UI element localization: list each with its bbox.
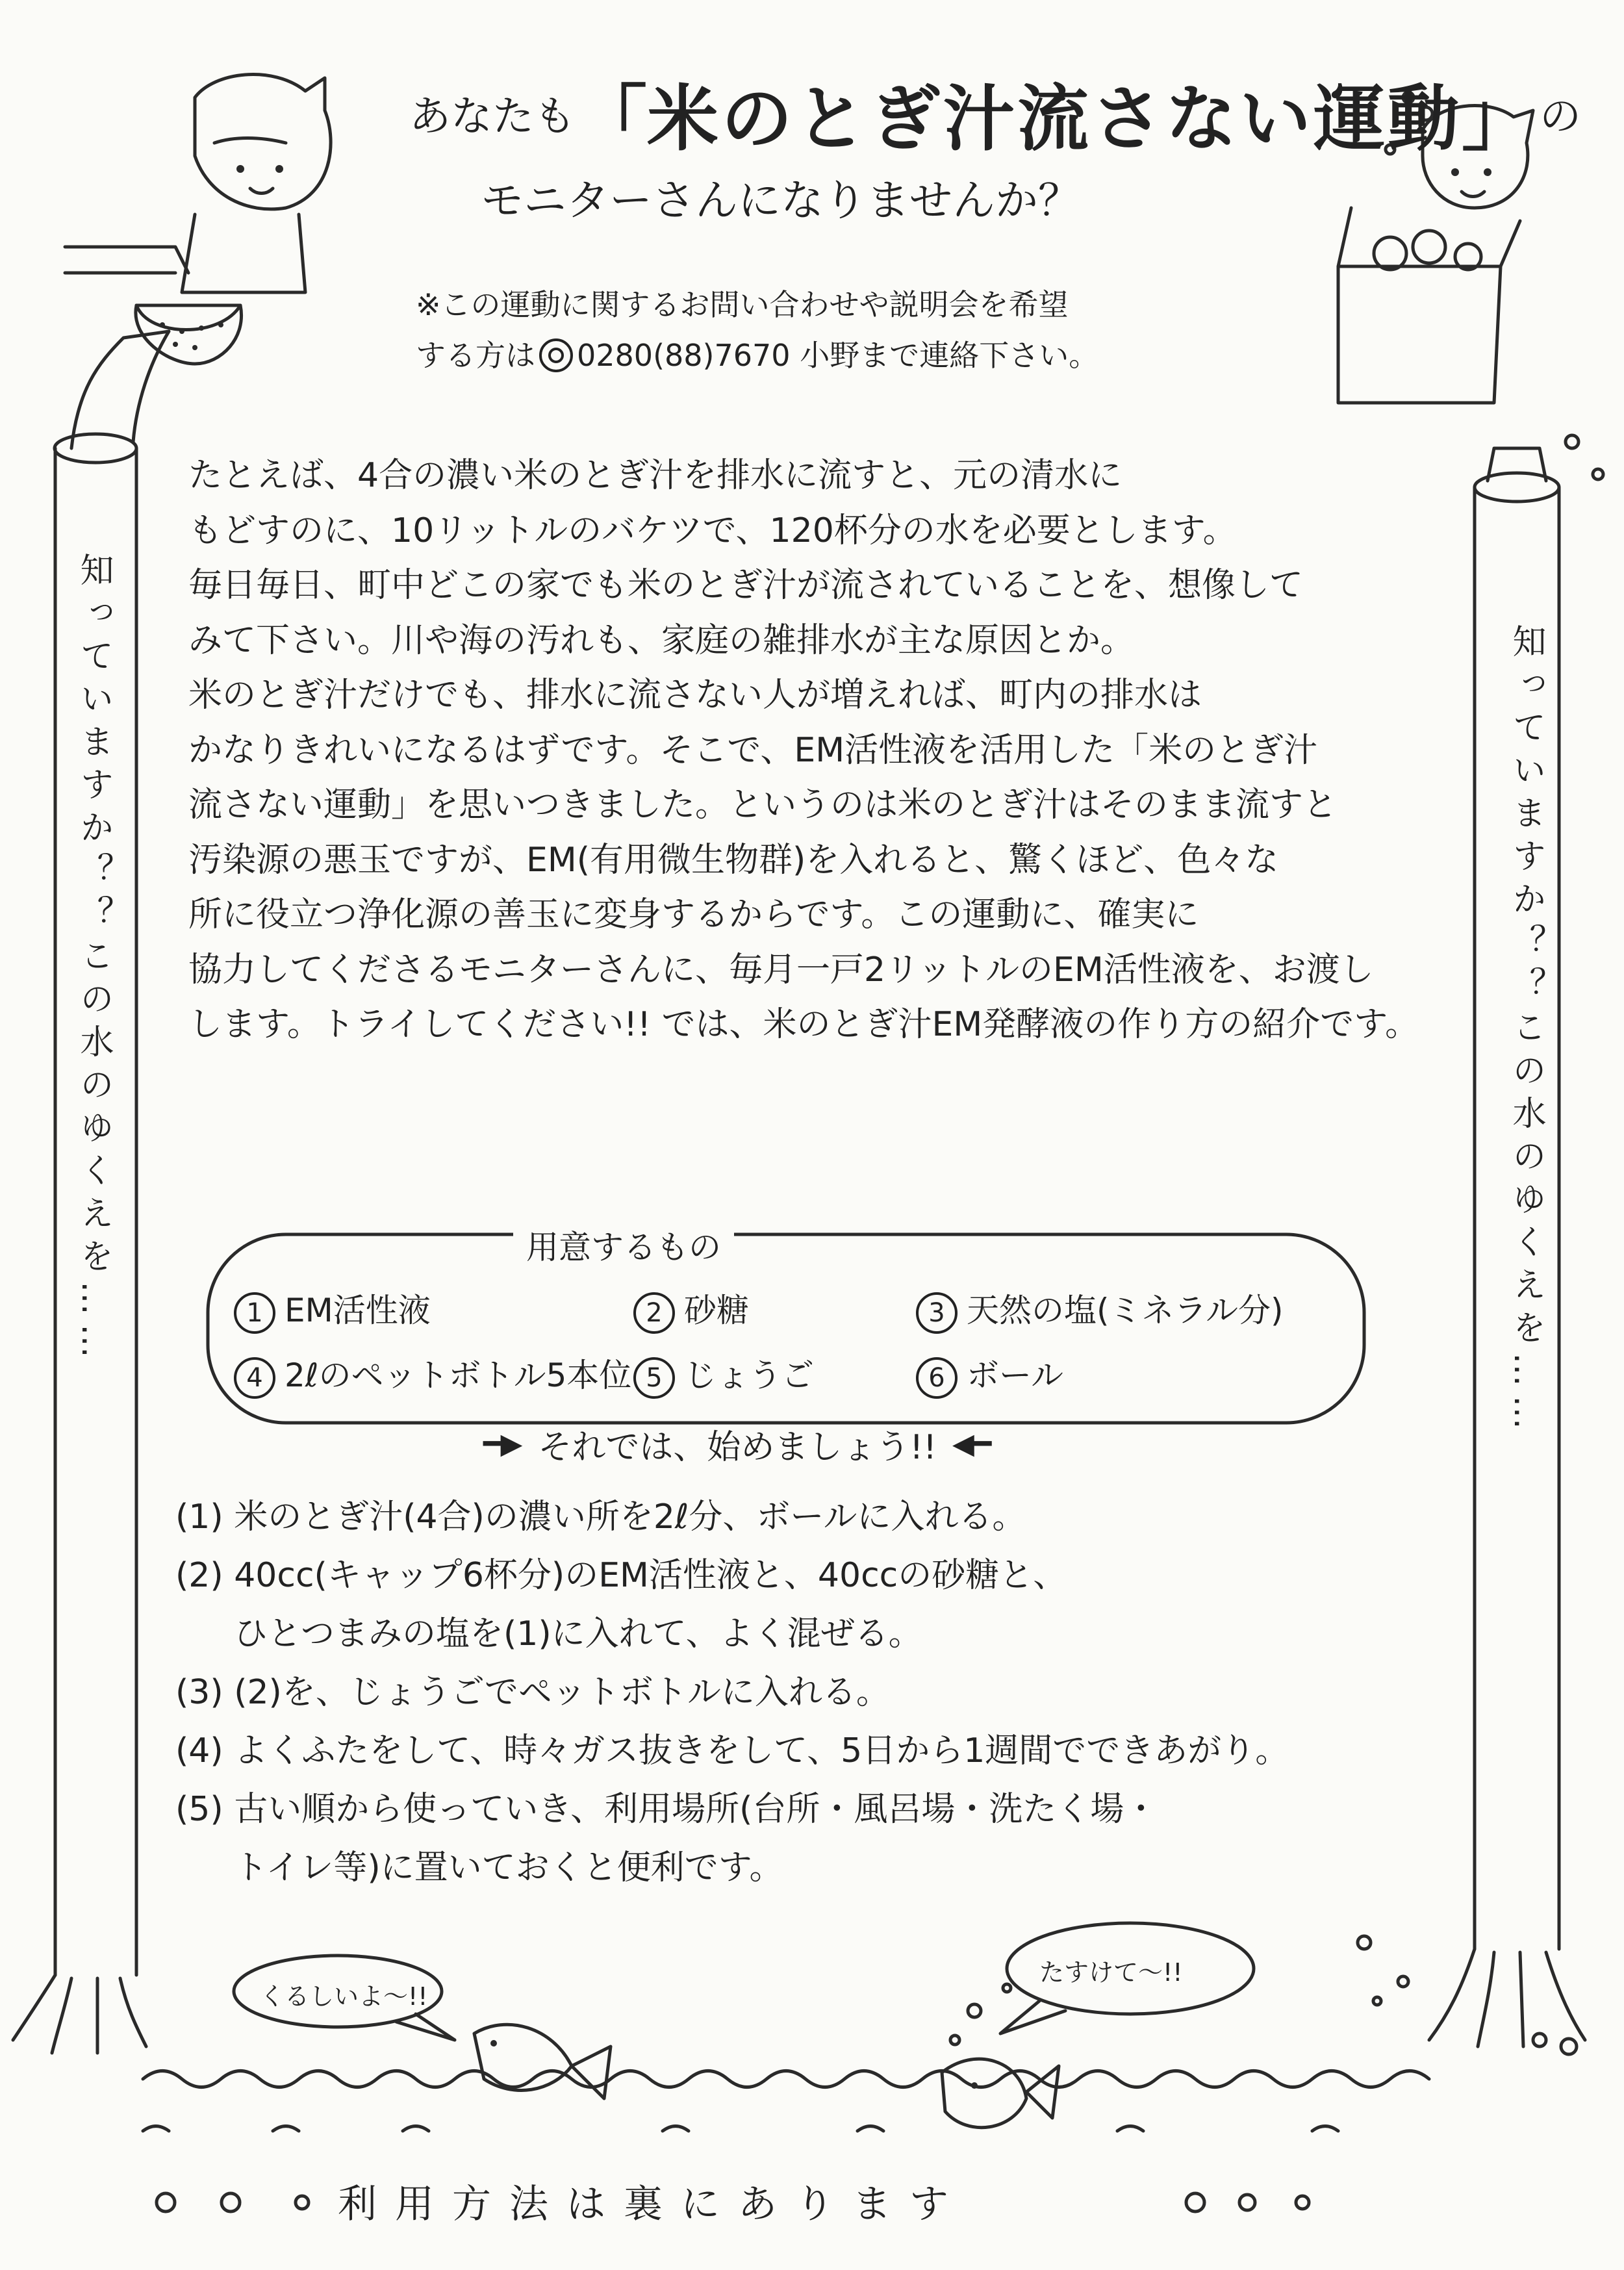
contact-line-2-after: 小野まで連絡下さい。 <box>800 338 1099 373</box>
arrow-left-icon: ◀━ <box>952 1427 992 1460</box>
preparation-item-text: じょうご <box>684 1357 814 1395</box>
preparation-item <box>234 1349 633 1399</box>
intro-line: 協力してくださるモニターさんに、毎月一戸2リットルのEM活性液を、お渡し <box>188 950 1374 989</box>
side-text-left: 知っていますか？？この水のゆくえを…… <box>74 552 113 1367</box>
contact-line-1: ※この運動に関するお問い合わせや説明会を希望 <box>416 287 1069 322</box>
step-line: トイレ等)に置いておくと便利です。 <box>234 1848 783 1887</box>
footer-note: 利用方法は裏にあります <box>338 2182 967 2227</box>
intro-paragraph <box>188 448 1455 1052</box>
intro-line: 所に役立つ浄化源の善玉に変身するからです。この運動に、確実に <box>188 895 1199 934</box>
preparation-item-text: 2ℓのペットボトル5本位 <box>285 1357 632 1395</box>
number-circle: 5 <box>633 1357 675 1399</box>
intro-line: 米のとぎ汁だけでも、排水に流さない人が増えれば、町内の排水は <box>188 676 1202 715</box>
number-circle: 6 <box>916 1357 958 1399</box>
step-line: (4) よくふたをして、時々ガス抜きをして、5日から1週間でできあがり。 <box>175 1731 1289 1770</box>
phone-icon <box>539 338 573 372</box>
arrow-right-icon: ━▶ <box>483 1427 523 1460</box>
contact-line-2 <box>416 330 1098 381</box>
contact-line-2-before: する方は <box>416 338 535 373</box>
preparation-item <box>916 1284 1284 1334</box>
start-text: それでは、始めましょう!! <box>538 1428 937 1467</box>
step-line: (1) 米のとぎ汁(4合)の濃い所を2ℓ分、ボールに入れる。 <box>175 1498 1026 1537</box>
preparation-item <box>234 1284 633 1334</box>
preparation-item <box>916 1349 1063 1399</box>
girl-washing-rice-illustration <box>65 75 331 364</box>
number-circle: 4 <box>234 1357 275 1399</box>
intro-line: 流さない運動」を思いつきました。というのは米のとぎ汁はそのまま流すと <box>188 785 1338 824</box>
fish-illustration-right <box>942 2059 1059 2127</box>
steps-list <box>175 1488 1289 1897</box>
intro-line: 汚染源の悪玉ですが、EM(有用微生物群)を入れると、驚くほど、色々な <box>188 840 1279 880</box>
speech-bubble-left: くるしいよ〜!! <box>260 1982 428 2011</box>
preparation-item <box>633 1284 916 1334</box>
phone-number: 0280(88)7670 <box>577 338 791 373</box>
preparation-item-text: ボール <box>967 1357 1063 1395</box>
preparation-row <box>234 1342 1338 1407</box>
preparation-item-text: 天然の塩(ミネラル分) <box>967 1292 1284 1330</box>
intro-line: たとえば、4合の濃い米のとぎ汁を排水に流すと、元の清水に <box>188 456 1123 495</box>
start-line <box>468 1420 1007 1468</box>
preparation-list <box>234 1277 1338 1407</box>
contact-note <box>416 279 1098 381</box>
intro-line: 毎日毎日、町中どこの家でも米のとぎ汁が流されていることを、想像して <box>188 566 1304 605</box>
preparation-item <box>633 1349 916 1399</box>
number-circle: 1 <box>234 1292 275 1334</box>
step-line: (3) (2)を、じょうごでペットボトルに入れる。 <box>175 1673 890 1712</box>
title-line-1 <box>409 62 1581 164</box>
step-line: ひとつまみの塩を(1)に入れて、よく混ぜる。 <box>234 1614 922 1653</box>
step-line: (2) 40cc(キャップ6杯分)のEM活性液と、40ccの砂糖と、 <box>175 1556 1067 1595</box>
title-close-bracket: 」 <box>1462 77 1533 160</box>
preparation-label: 用意するもの <box>513 1221 734 1268</box>
speech-bubble-right: たすけて〜!! <box>1039 1958 1183 1987</box>
title-suffix: の <box>1540 93 1581 141</box>
preparation-row <box>234 1277 1338 1342</box>
title-line-2: モニターさんになりませんか？ <box>481 175 1081 225</box>
water-waves <box>143 2071 1429 2087</box>
intro-line: かなりきれいになるはずです。そこで、EM活性液を活用した「米のとぎ汁 <box>188 730 1318 770</box>
number-circle: 3 <box>916 1292 958 1334</box>
intro-line: もどすのに、10リットルのバケツで、120杯分の水を必要とします。 <box>188 511 1237 550</box>
intro-line: みて下さい。川や海の汚れも、家庭の雑排水が主な原因とか。 <box>188 620 1135 660</box>
title-open-bracket: 「 <box>576 77 647 160</box>
preparation-item-text: EM活性液 <box>285 1292 431 1330</box>
number-circle: 2 <box>633 1292 675 1334</box>
title-prefix: あなたも <box>409 93 576 141</box>
step-line: (5) 古い順から使っていき、利用場所(台所・風呂場・洗たく場・ <box>175 1790 1158 1829</box>
intro-line: します。トライしてください!! では、米のとぎ汁EM発酵液の作り方の紹介です。 <box>188 1005 1419 1044</box>
side-text-right: 知っていますか？？この水のゆくえを…… <box>1506 624 1545 1438</box>
preparation-item-text: 砂糖 <box>684 1292 749 1330</box>
campaign-name: 米のとぎ汁流さない運動 <box>647 77 1462 160</box>
